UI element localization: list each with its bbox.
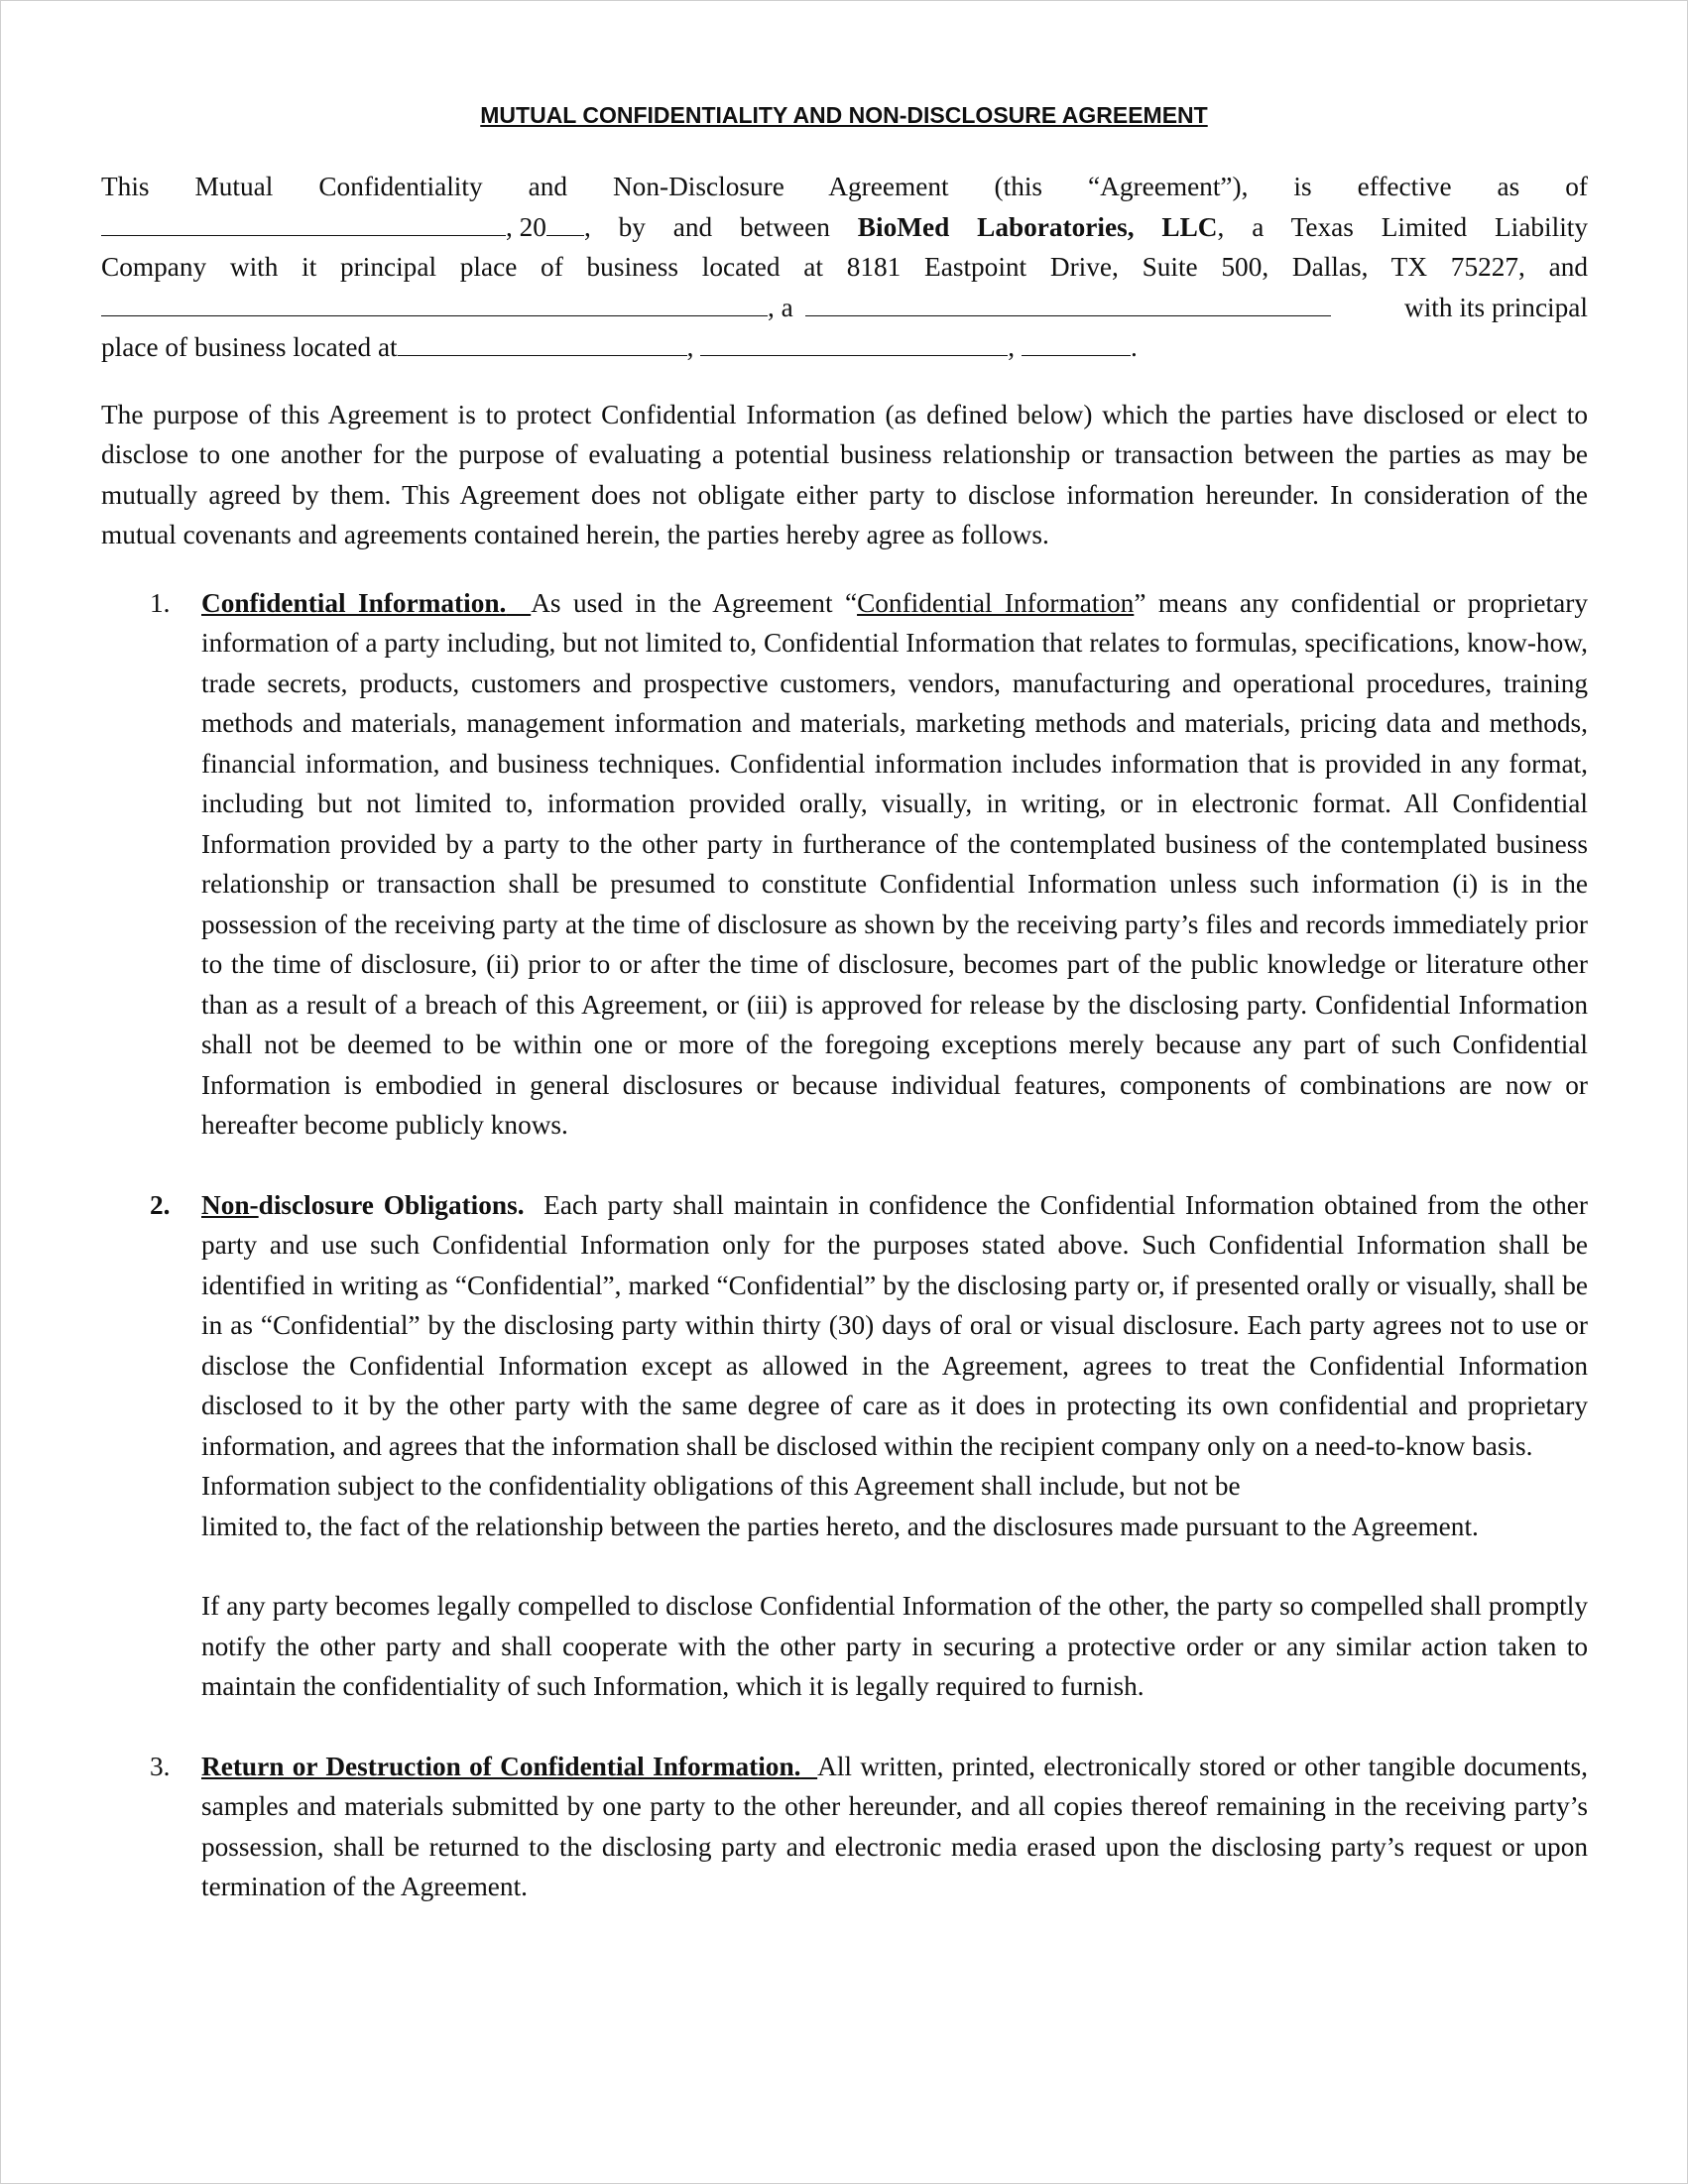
intro-line-2-rest [584, 207, 1588, 248]
section-text: As used in the Agreement “ [531, 587, 858, 618]
section-text: Each party shall maintain in confidence the Confidential Information obtained from the other party and use such Confidential Information only for the purposes stated above. Such Confidential Information shall be identified in writing as “Confidential”, marked “Confidential” by the disclosing party or, if presented orally or visually, shall be in as “Confidential” by the disclosing party within thirty (30) days of oral or visual disclosure. Each party agrees not to use or disclose the Confidential Information except as allowed in the Agreement, agrees to treat the Confidential Information disclosed to it by the other party with the same degree of care as it does in protecting its own confidential and proprietary information, and agrees that the information shall be disclosed within the recipient company only on a need-to-know basis. [201, 1189, 1588, 1461]
section-1 [101, 583, 1588, 1146]
section-text: All written, printed, electronically stored or other tangible documents, samples and materials submitted by one party to the other hereunder, and all copies thereof remaining in the receiving party’s possession, shall be returned to the disclosing party and electronic media erased upon the disclosing party’s request or upon termination of the Agreement. [201, 1751, 1588, 1901]
defined-term: Confidential Information [857, 587, 1135, 618]
city-blank[interactable] [700, 333, 1008, 356]
spacer [101, 555, 1588, 583]
spacer [101, 368, 1588, 395]
section-heading: Confidential Information. [201, 587, 507, 618]
intro-line-1: This Mutual Confidentiality and Non-Disclosure Agreement (this “Agreement”), is effective as of [101, 172, 1588, 201]
document-body [101, 167, 1588, 1907]
section-3 [101, 1747, 1588, 1907]
section-number: 1. [150, 587, 171, 618]
section-number: 2. [150, 1189, 171, 1220]
spacer [101, 1146, 1588, 1185]
intro-line-4 [101, 288, 1588, 328]
entity-type-blank[interactable] [805, 294, 1331, 316]
section-text: ” means any confidential or proprietary information of a party including, but not limited to, Confidential Information that relates to formulas, specifications, know-how, trade secrets, products, customers and prospective customers, vendors, manufacturing and operational procedures, training methods and materials, management information and materials, marketing methods and materials, pricing data and methods, financial information, and business techniques. Confidential information includes information that is provided in any format, including but not limited to, information provided orally, visually, in writing, or in electronic format. All Confidential Information provided by a party to the other party in furtherance of the contemplated business of the contemplated business relationship or transaction shall be presumed to constitute Confidential Information unless such information (i) is in the possession of the receiving party at the time of disclosure as shown by the receiving party’s files and records immediately prior to the time of disclosure, (ii) prior to or after the time of disclosure, becomes part of the public knowledge or literature other than as a result of a breach of this Agreement, or (iii) is approved for release by the disclosing party. Confidential Information shall not be deemed to be within one or more of the foregoing exceptions merely because any part of such Confidential Information is embodied in general disclosures or because individual features, components of combinations are now or hereafter become publicly knows. [201, 587, 1588, 1140]
date-blank[interactable] [101, 213, 506, 236]
party-name-blank[interactable] [101, 294, 768, 316]
intro-line-5: place of business located at , , . [101, 327, 1588, 368]
section-2-text-2a: Information subject to the confidentiality obligations of this Agreement shall include, but not be [201, 1471, 1241, 1501]
section-3-text [201, 1747, 1588, 1907]
section-2-text-2b: limited to, the fact of the relationship between the parties hereto, and the disclosures made pursuant to the Agreement. [201, 1511, 1479, 1541]
section-2-text-3: If any party becomes legally compelled to disclose Confidential Information of the other, the party so compelled shall promptly notify the other party and shall cooperate with the other party in securing a protective order or any similar action taken to maintain the confidentiality of such Information, which it is legally required to furnish. [201, 1591, 1588, 1701]
address-blank[interactable] [398, 333, 687, 356]
state-blank[interactable] [1022, 333, 1131, 356]
spacer [101, 1707, 1588, 1747]
purpose-paragraph: The purpose of this Agreement is to protect Confidential Information (as defined below) which the parties have disclosed or elect to disclose to one another for the purpose of evaluating a potential business relationship or transaction between the parties as may be mutually agreed by them. This Agreement does not obligate either party to disclose information hereunder. In consideration of the mutual covenants and agreements contained herein, the parties hereby agree as follows. [101, 399, 1588, 549]
year-blank[interactable] [546, 213, 584, 236]
section-1-text [201, 583, 1588, 1146]
intro-text: , a [768, 292, 793, 322]
section-heading: Non- [201, 1189, 259, 1220]
intro-paragraph [101, 167, 1588, 368]
section-number: 3. [150, 1751, 171, 1781]
intro-text: , by and between [583, 211, 830, 242]
intro-text: place of business located at [101, 332, 398, 362]
section-heading: disclosure Obligations. [258, 1189, 525, 1220]
intro-text: , a Texas Limited Liability [1217, 211, 1589, 242]
intro-line-3: Company with it principal place of business located at 8181 Eastpoint Drive, Suite 500, Dallas, TX 75227, and [101, 252, 1588, 282]
section-2 [101, 1185, 1588, 1707]
section-2-text [201, 1185, 1588, 1467]
section-heading: Return or Destruction of Confidential Information. [201, 1751, 801, 1781]
document-title: MUTUAL CONFIDENTIALITY AND NON-DISCLOSURE AGREEMENT [480, 102, 1208, 128]
company-name: BioMed Laboratories, LLC [857, 211, 1218, 242]
intro-text: , 20 [506, 211, 546, 242]
intro-text: with its principal [1404, 292, 1588, 322]
intro-line-2 [101, 207, 1588, 248]
spacer [201, 1546, 1588, 1586]
